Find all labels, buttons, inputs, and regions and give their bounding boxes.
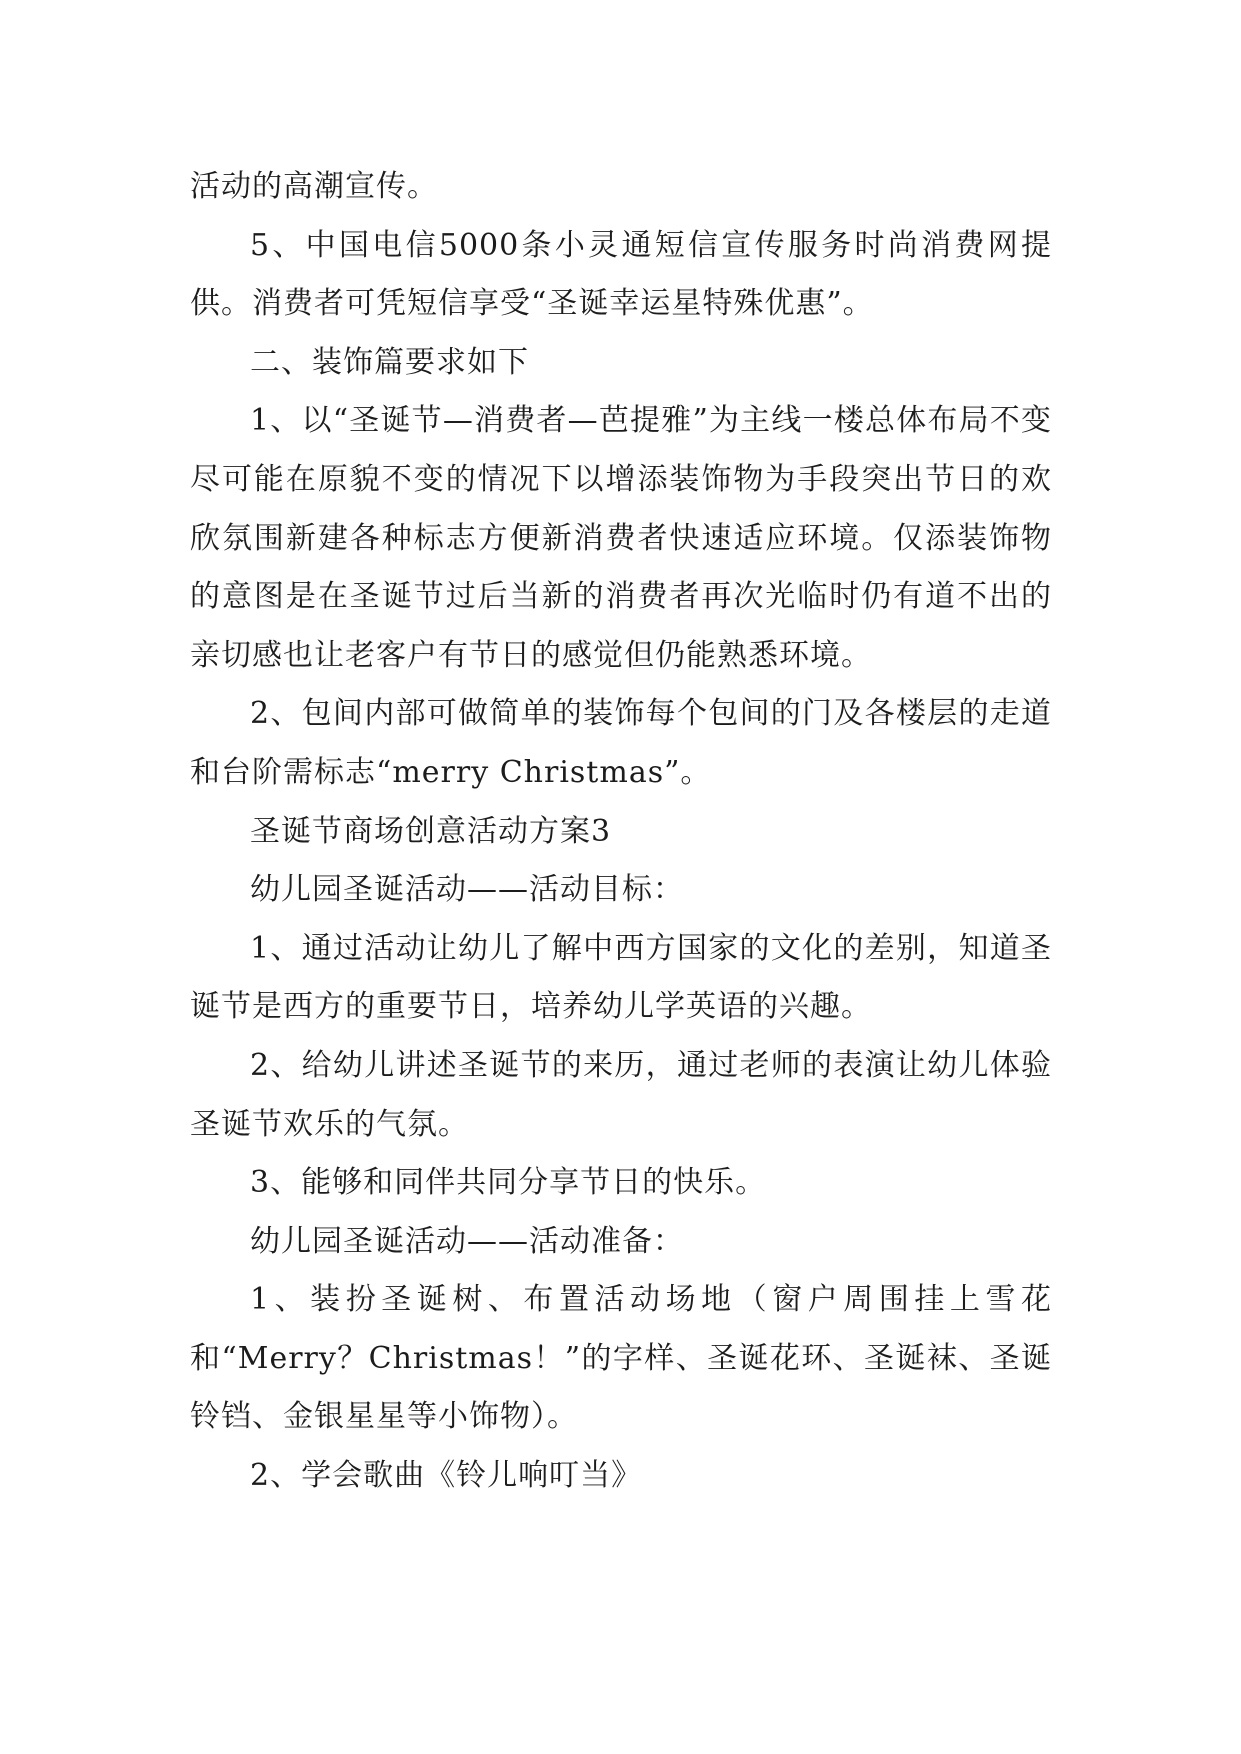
paragraph: 5、中国电信5000条小灵通短信宣传服务时尚消费网提供。消费者可凭短信享受“圣诞幸运星特殊优惠”。	[190, 227, 1052, 322]
paragraph: 3、能够和同伴共同分享节日的快乐。	[250, 1165, 767, 1201]
paragraph: 1、以“圣诞节—消费者—芭提雅”为主线一楼总体布局不变尽可能在原貌不变的情况下以增添装饰物为手段突出节日的欢欣氛围新建各种标志方便新消费者快速适应环境。仅添装饰物的意图是在圣诞节过后当新的消费者再次光临时仍有道不出的亲切感也让老客户有节日的感觉但仍能熟悉环境。	[190, 403, 1052, 673]
paragraph: 1、通过活动让幼儿了解中西方国家的文化的差别，知道圣诞节是西方的重要节日，培养幼儿学英语的兴趣。	[190, 930, 1052, 1025]
paragraph: 1、装扮圣诞树、布置活动场地（窗户周围挂上雪花和“Merry？Christmas！”的字样、圣诞花环、圣诞袜、圣诞铃铛、金银星星等小饰物）。	[190, 1282, 1052, 1435]
section-heading: 二、装饰篇要求如下	[250, 344, 529, 380]
paragraph: 活动的高潮宣传。	[190, 169, 438, 204]
paragraph: 2、包间内部可做简单的装饰每个包间的门及各楼层的走道和台阶需标志“merry Christmas”。	[190, 696, 1052, 790]
section-heading: 幼儿园圣诞活动——活动准备：	[250, 1223, 684, 1259]
paragraph: 2、给幼儿讲述圣诞节的来历，通过老师的表演让幼儿体验圣诞节欢乐的气氛。	[190, 1047, 1052, 1142]
section-title: 圣诞节商场创意活动方案3	[250, 813, 612, 849]
section-heading: 幼儿园圣诞活动——活动目标：	[250, 872, 684, 908]
document-body	[190, 158, 1052, 1506]
paragraph: 2、学会歌曲《铃儿响叮当》	[250, 1458, 643, 1494]
